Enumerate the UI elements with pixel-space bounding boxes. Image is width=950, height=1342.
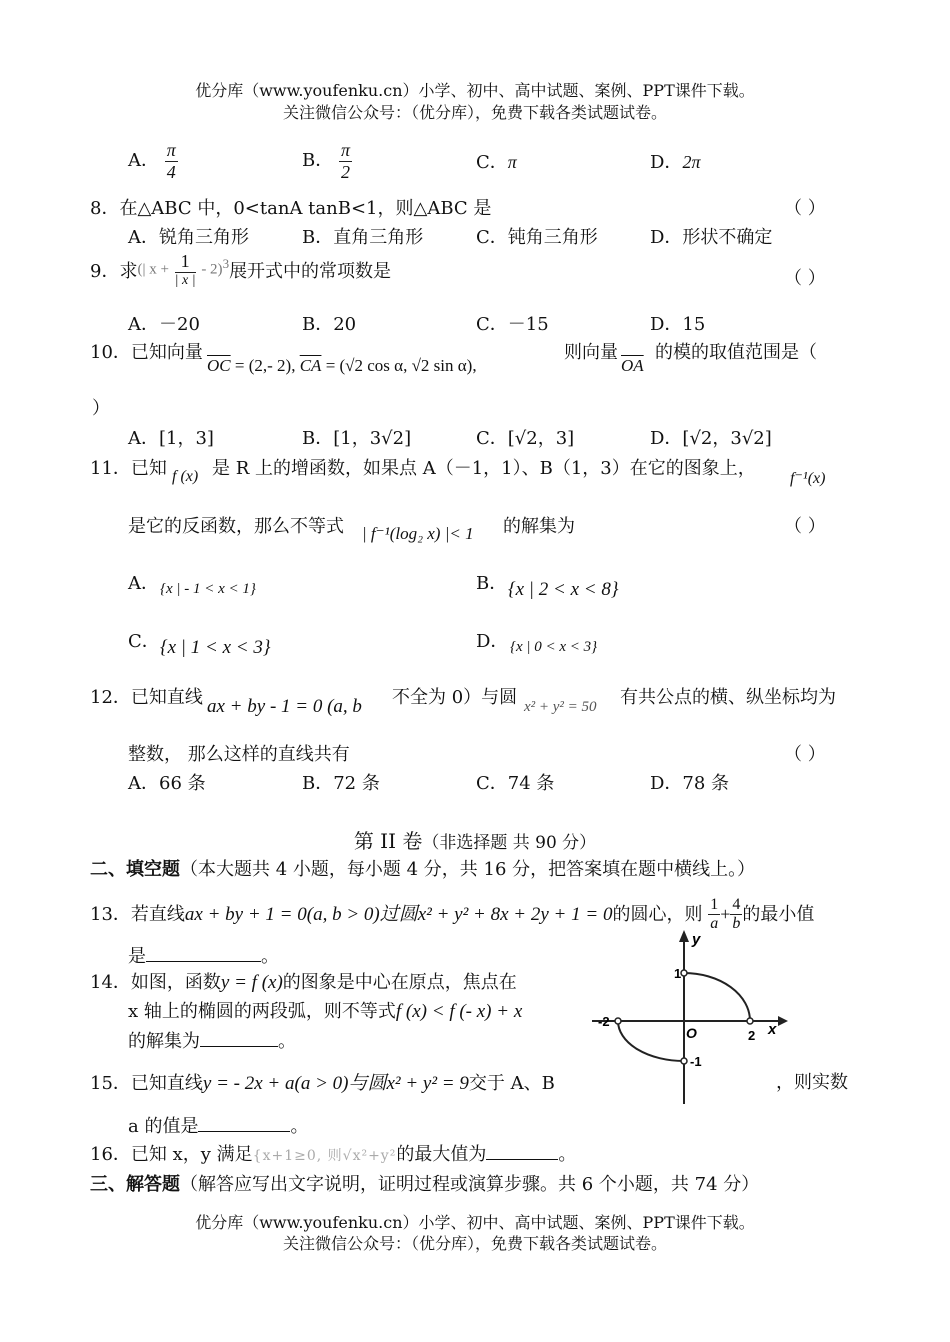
q10-stem-mid: 则向量 (564, 342, 618, 363)
q13-answer-blank[interactable] (146, 945, 261, 962)
q12-answer-paren: （ ） (784, 744, 826, 765)
q7-option-c: C．π (476, 152, 517, 173)
q11-option-b-label: B． (476, 573, 508, 594)
q7-option-b: B． $\frac{\pi}{2}$ (302, 140, 350, 182)
q10-option-a: A．[1，3] (128, 428, 214, 449)
y-label: y (692, 931, 701, 948)
q7-option-a: A． $\frac{\pi}{4}$ (128, 140, 176, 182)
q10-vector-oa: $\overline{OA}$ (621, 356, 644, 375)
q12-stem-2: 整数， 那么这样的直线共有 (128, 744, 350, 765)
y-axis-arrow (679, 930, 689, 942)
q10-wrap-paren: ） (92, 398, 110, 419)
q12-line-expr: ax + by - 1 = 0 (a, b (207, 696, 362, 717)
q11-stem-1: 11．已知 (90, 458, 167, 479)
q9-answer-paren: （ ） (784, 268, 826, 289)
open-point-right (747, 1018, 753, 1024)
q9-option-c: C．－15 (476, 314, 549, 335)
fraction: $\frac{\pi}{4}$ (166, 140, 176, 182)
q14-line-2: x 轴上的椭圆的两段弧，则不等式f (x) < f (- x) + x (128, 1001, 523, 1022)
q11-option-c-label: C． (128, 631, 160, 652)
q11-fx: f (x) (172, 468, 199, 485)
tick-2: 2 (748, 1028, 756, 1043)
q12-stem-mid: 不全为 0）与圆 (392, 687, 518, 708)
header-line-1: 优分库（www.youfenku.cn）小学、初中、高中试题、案例、PPT课件下载。 (195, 81, 755, 100)
q9-option-d: D．15 (650, 314, 706, 335)
upper-arc (684, 973, 750, 1021)
q14-line-1: 14．如图，函数y = f (x)的图象是中心在原点，焦点在 (90, 972, 517, 993)
q16-stem: 16．已知 x，y 满足{x+1≥0, 则√x²+y²的最大值为 。 (90, 1144, 577, 1165)
footer-line-2: 关注微信公众号：（优分库），免费下载各类试题试卷。 (282, 1234, 667, 1253)
q10-option-b: B．[1，3√2] (302, 428, 412, 449)
q11-option-d-label: D． (476, 631, 509, 652)
q10-vector-expr: $\overline{OC} = (2,-$ 2), $\overline{CA} = (√2$ cos α, √2 sin α), (207, 356, 477, 375)
lower-arc (618, 1021, 684, 1061)
q11-option-c: {x | 1 < x < 3} (160, 637, 271, 658)
q16-blurred-constraint: {x+1≥0, 则√x²+y² (252, 1148, 397, 1164)
q12-option-a: A．66 条 (128, 773, 206, 794)
q10-option-c: C．[√2，3] (476, 428, 575, 449)
q8-option-d: D．形状不确定 (650, 227, 773, 248)
open-point-top (681, 970, 687, 976)
q8-option-b: B．直角三角形 (302, 227, 424, 248)
footer-line-1: 优分库（www.youfenku.cn）小学、初中、高中试题、案例、PPT课件下载。 (195, 1213, 755, 1232)
q12-circle-expr: x² + y² = 50 (524, 699, 597, 715)
q11-stem-2: 是它的反函数，那么不等式 (128, 516, 344, 537)
q16-answer-blank[interactable] (486, 1143, 558, 1160)
q11-inverse: f⁻¹(x) (790, 470, 826, 487)
q12-stem-1: 12．已知直线 (90, 687, 203, 708)
q12-stem-end: 有共公点的横、纵坐标均为 (620, 687, 836, 708)
q11-inequality: | f⁻¹(log₂ x) |< 1 (362, 524, 474, 543)
x-axis-arrow (778, 1016, 788, 1026)
q11-option-b: {x | 2 < x < 8} (508, 579, 619, 600)
q15-stem: 15．已知直线y = - 2x + a(a > 0)与圆x² + y² = 9交于 A、B (90, 1073, 555, 1094)
q11-stem-1b: 是 R 上的增函数，如果点 A（－1，1）、B（1，3）在它的图象上， (212, 458, 756, 479)
q13-stem: 13．若直线ax + by + 1 = 0(a, b > 0)过圆x² + y² + 8x + 2y + 1 = 0的圆心，则 $\frac{1}{a}$ + $\frac{4}{b}$ 的最小值 (90, 896, 815, 933)
fraction: $\frac{1}{| x |}$ (174, 251, 196, 288)
x-label: x (768, 1021, 777, 1038)
q9-option-a: A．－20 (128, 314, 200, 335)
section-3-heading: 三、解答题（解答应写出文字说明，证明过程或演算步骤。共 6 个小题，共 74 分） (90, 1174, 760, 1195)
fraction: $\frac{1}{a}$ (710, 896, 719, 933)
q14-answer-blank[interactable] (200, 1030, 278, 1047)
tick-minus-1: -1 (690, 1054, 702, 1069)
q12-option-b: B．72 条 (302, 773, 380, 794)
q15-answer-blank[interactable] (198, 1115, 290, 1132)
q13-line-2: 是 。 (128, 946, 279, 967)
q8-option-a: A．锐角三角形 (128, 227, 249, 248)
q8-stem: 8．在△ABC 中，0<tanA tanB<1，则△ABC 是 (90, 198, 492, 219)
open-point-bottom (681, 1058, 687, 1064)
q11-stem-3: 的解集为 (503, 516, 575, 537)
q10-stem: 10．已知向量 (90, 342, 203, 363)
q11-option-a: {x | - 1 < x < 1} (160, 581, 256, 597)
q15-stem-tail: ，则实数 (776, 1072, 848, 1093)
q8-answer-paren: （ ） (784, 198, 826, 219)
fraction: $\frac{4}{b}$ (732, 896, 741, 933)
open-point-left (615, 1018, 621, 1024)
q11-option-a-label: A． (128, 573, 159, 594)
q15-line-2: a 的值是 。 (128, 1116, 309, 1137)
tick-minus-2: -2 (598, 1014, 610, 1029)
part2-title: 第 II 卷（非选择题 共 90 分） (353, 829, 597, 853)
q7-option-d: D．2π (650, 152, 701, 173)
q8-option-c: C．钝角三角形 (476, 227, 598, 248)
q12-option-d: D．78 条 (650, 773, 730, 794)
q10-option-d: D．[√2，3√2] (650, 428, 772, 449)
header-line-2: 关注微信公众号：（优分库），免费下载各类试题试卷。 (282, 103, 667, 122)
tick-1: 1 (674, 966, 682, 981)
q12-option-c: C．74 条 (476, 773, 555, 794)
ellipse-graph-figure (592, 928, 792, 1108)
q11-answer-paren: （ ） (784, 516, 826, 537)
q10-stem-end: 的模的取值范围是（ (655, 342, 817, 363)
q9-stem: 9．求(| x + $\frac{1}{| x |}$ - 2)$^3$展开式中的常项数是 (90, 251, 392, 288)
origin-label: O (686, 1025, 697, 1041)
fraction: $\frac{\pi}{2}$ (340, 140, 350, 182)
q11-option-d: {x | 0 < x < 3} (510, 639, 598, 655)
q14-line-3: 的解集为 。 (128, 1031, 296, 1052)
q9-option-b: B．20 (302, 314, 357, 335)
section-2-heading: 二、填空题（本大题共 4 小题，每小题 4 分，共 16 分，把答案填在题中横线上。） (90, 859, 756, 880)
